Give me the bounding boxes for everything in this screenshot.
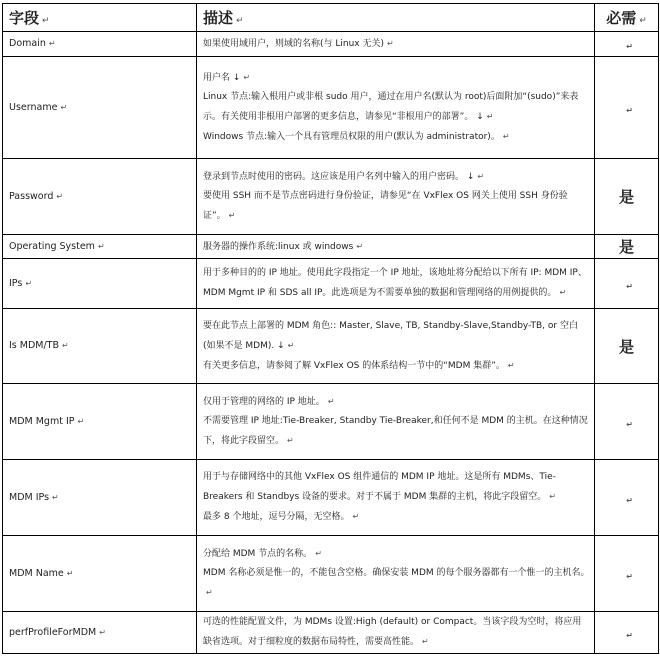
field-name: MDM Mgmt IP [9,415,75,427]
paragraph-mark-icon: ↵ [287,436,294,445]
description-text: 要使用 SSH 而不是节点密码进行身份验证，请参见“在 VxFlex OS 网关上使用 SSH 身份验证”。 [203,191,568,221]
paragraph-mark-icon: ↵ [356,241,364,251]
description-text: 用户名 ↓ [203,73,241,83]
paragraph-mark-icon: ↵ [77,416,85,426]
description-paragraph [203,68,590,88]
description-text: MDM 名称必须是惟一的，不能包含空格。确保安装 MDM 的每个服务器都有一个惟一的主机名。 [203,568,590,578]
description-paragraph [203,544,590,564]
field-name-cell [3,536,197,612]
description-cell [197,612,595,654]
paragraph-mark-icon: ↵ [243,73,251,82]
description-paragraph [203,412,590,451]
description-paragraph [203,468,590,507]
description-cell [197,259,595,309]
paragraph-mark-icon: ↵ [422,637,429,646]
header-description: 描述 ↵ [197,4,595,32]
description-cell [197,536,595,612]
paragraph-mark-icon: ↵ [352,512,360,521]
paragraph-mark-icon: ↵ [507,360,515,370]
description-text: 登录到节点时使用的密码。这应该是用户名列中输入的用户密码。 ↓ [203,172,475,182]
required-cell [595,32,659,57]
field-name: perfProfileForMDM [9,626,97,638]
field-table [2,3,659,654]
description-paragraph [203,167,590,187]
description-cell [197,460,595,536]
description-paragraph [203,187,590,226]
field-name: Username [9,101,58,113]
description-paragraph [203,564,590,603]
description-paragraph [203,356,590,376]
paragraph-mark-icon: ↵ [25,278,33,288]
table-body [3,32,659,654]
description-cell [197,235,595,259]
description-text: 不需要管理 IP 地址:Tie-Breaker, Standby Tie-Breaker,和任何不是 MDM 的主机。在这种情况下，将此字段留空。 [203,416,588,446]
description-paragraph [203,34,590,54]
required-cell [595,259,659,309]
description-paragraph [203,392,590,412]
description-text: 最多 8 个地址，逗号分隔，无空格。 [203,512,350,522]
description-paragraph [203,127,590,147]
field-name: Password [9,190,54,202]
field-name-cell [3,159,197,235]
description-paragraph [203,264,590,303]
paragraph-mark-icon: ↵ [626,495,633,505]
description-text: 分配给 MDM 节点的名称。 [203,549,313,559]
description-paragraph [203,88,590,127]
description-text: 有关更多信息，请参阅了解 VxFlex OS 的体系结构一节中的“MDM 集群”。 [203,360,505,371]
paragraph-mark-icon: ↵ [327,397,335,406]
required-value: 是 [618,188,634,206]
paragraph-mark-icon: ↵ [56,191,64,201]
field-name: Is MDM/TB [9,340,60,351]
paragraph-mark-icon: ↵ [626,571,633,581]
paragraph-mark-icon: ↵ [62,341,69,350]
table-row [3,57,659,159]
field-name: Domain [9,38,46,49]
table-row [3,536,659,612]
table-row [3,32,659,57]
required-cell [595,612,659,654]
paragraph-mark-icon: ↵ [206,588,213,597]
description-cell [197,32,595,57]
required-cell [595,384,659,460]
paragraph-mark-icon: ↵ [626,419,633,429]
paragraph-mark-icon: ↵ [66,568,74,578]
description-paragraph [203,237,590,257]
required-value: 是 [618,337,634,356]
table-row [3,159,659,235]
header-required: 必需 ↵ [595,4,659,32]
description-paragraph [203,507,590,527]
description-text: 仅用于管理的网络的 IP 地址。 [203,397,325,407]
table-header-row [3,4,659,32]
required-cell [595,57,659,159]
paragraph-mark-icon: ↵ [502,132,510,141]
paragraph-mark-icon: ↵ [48,39,56,48]
description-cell [197,309,595,384]
description-text: 用于多种目的的 IP 地址。使用此字段指定一个 IP 地址，该地址将分配给以下所有 IP: MDM IP、MDM Mgmt IP 和 SDS all IP。此选项是为不需要单独的数据和管理网络的用例提供的。 [203,268,587,298]
field-name-cell [3,460,197,536]
table-row [3,235,659,259]
paragraph-mark-icon: ↵ [626,105,633,115]
field-name-cell [3,57,197,159]
description-paragraph [203,613,590,652]
field-name-cell [3,235,197,259]
table-row [3,309,659,384]
paragraph-mark-icon: ↵ [228,211,236,220]
paragraph-mark-icon: ↵ [486,112,494,121]
table-row [3,612,659,654]
field-name-cell [3,612,197,654]
paragraph-mark-icon: ↵ [60,102,68,112]
description-paragraph [203,317,590,356]
description-text: Linux 节点:输入根用户或非根 sudo 用户，通过在用户名(默认为 root)后面附加“(sudo)”来表示。有关使用非根用户部署的更多信息，请参见“非根用户的部署”。 ↓ [203,92,579,122]
description-text: 服务器的操作系统:linux 或 windows [203,241,354,252]
field-name-cell [3,32,197,57]
field-name-cell [3,309,197,384]
paragraph-mark-icon: ↵ [549,492,556,501]
description-text: 用于与存储网络中的其他 VxFlex OS 组件通信的 MDM IP 地址。这是所有 MDMs、Tie-Breakers 和 Standbys 设备的要求。对于不属于 MDM 集群的主机，将此字段留空。 [203,472,556,502]
paragraph-mark-icon: ↵ [315,549,322,558]
field-name: MDM IPs [9,491,50,503]
table-row [3,384,659,460]
description-cell [197,159,595,235]
paragraph-mark-icon: ↵ [626,630,633,640]
required-cell [595,235,659,259]
required-cell [595,536,659,612]
required-cell [595,309,659,384]
paragraph-mark-icon: ↵ [99,627,106,637]
field-name-cell [3,259,197,309]
paragraph-mark-icon: ↵ [387,39,394,48]
field-name: IPs [9,277,23,289]
required-cell [595,159,659,235]
field-name: Operating System [9,240,95,252]
description-cell [197,384,595,460]
description-cell [197,57,595,159]
required-cell [595,460,659,536]
description-text: 可选的性能配置文件，为 MDMs 设置:High (default) or Compact。当该字段为空时，将应用缺省选项。对于细粒度的数据布局特性，需要高性能。 [203,617,582,647]
required-value: 是 [618,238,634,256]
paragraph-mark-icon: ↵ [626,42,633,51]
field-name: MDM Name [9,567,64,579]
description-text: 要在此节点上部署的 MDM 角色:: Master, Slave, TB, Standby-Slave,Standby-TB, or 空白(如果不是 MDM). ↓ [203,320,578,351]
description-text: Windows 节点:输入一个具有管理员权限的用户(默认为 administrator)。 [203,132,500,142]
paragraph-mark-icon: ↵ [97,241,105,251]
paragraph-mark-icon: ↵ [626,281,633,291]
paragraph-mark-icon: ↵ [559,288,567,297]
table-row [3,259,659,309]
header-field: 字段 ↵ [3,4,197,32]
paragraph-mark-icon: ↵ [477,172,485,181]
paragraph-mark-icon: ↵ [52,492,59,502]
description-text: 如果使用域用户，则域的名称(与 Linux 无关) [203,39,384,49]
table-row [3,460,659,536]
paragraph-mark-icon: ↵ [287,340,295,350]
field-name-cell [3,384,197,460]
